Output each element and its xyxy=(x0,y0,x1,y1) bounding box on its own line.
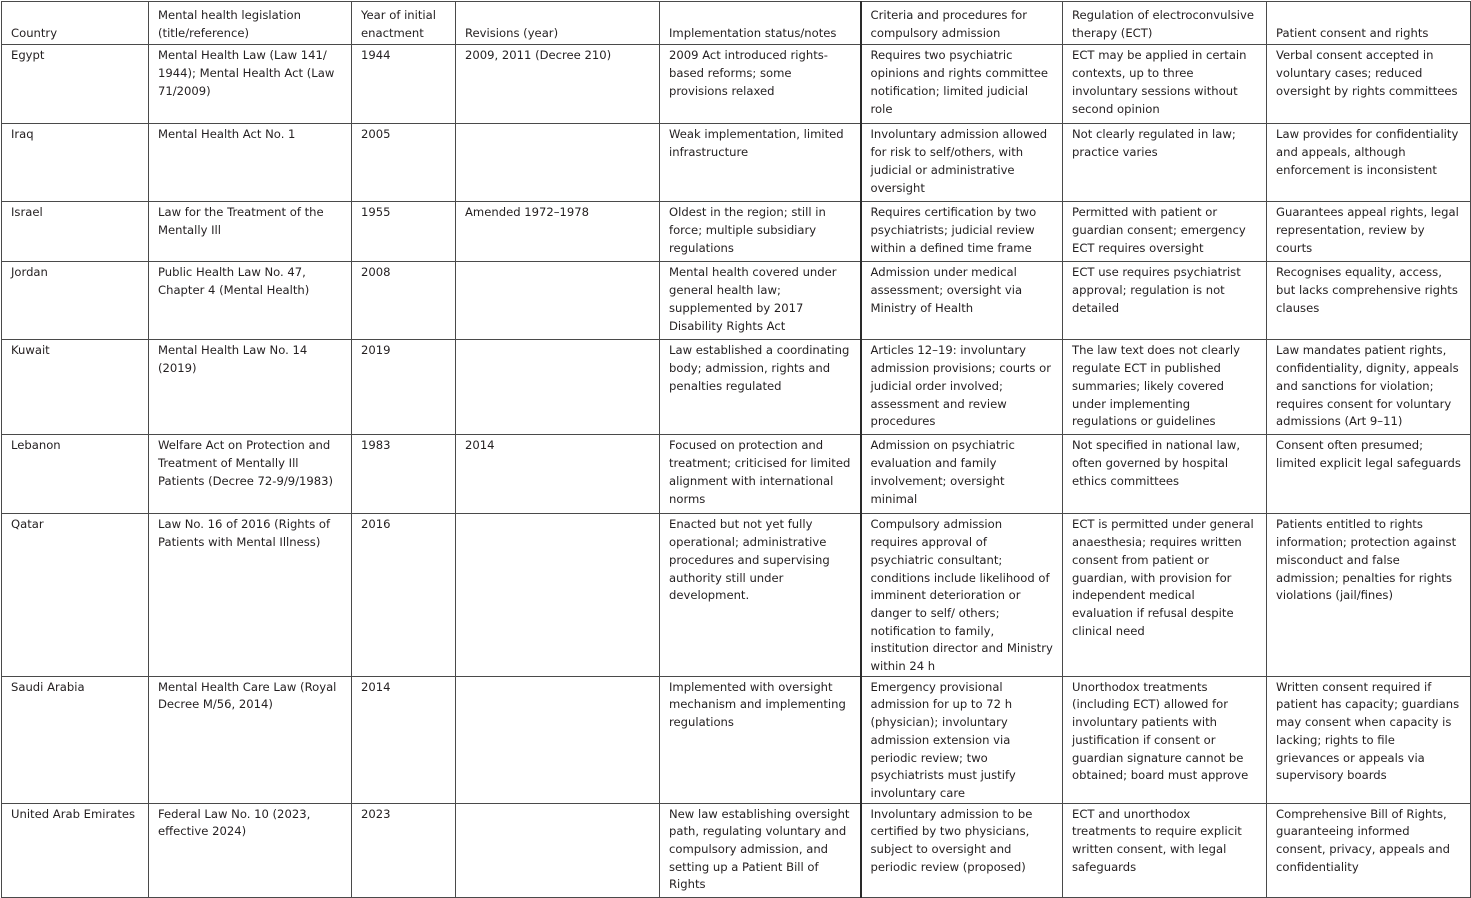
cell-compulsory-admission: Involuntary admission to be certified by two physicians, subject to oversight and periodic review (proposed) xyxy=(861,803,1063,897)
table-body xyxy=(2,45,1471,897)
header-consent: Patient consent and rights xyxy=(1267,2,1471,45)
cell-implementation: Focused on protection and treatment; criticised for limited alignment with international norms xyxy=(660,435,861,514)
cell-implementation: 2009 Act introduced rights-based reforms; some provisions relaxed xyxy=(660,45,861,124)
cell-country: Saudi Arabia xyxy=(2,676,149,803)
cell-compulsory-admission: Admission on psychiatric evaluation and family involvement; oversight minimal xyxy=(861,435,1063,514)
cell-legislation: Welfare Act on Protection and Treatment of Mentally Ill Patients (Decree 72-9/9/1983) xyxy=(149,435,352,514)
table-header xyxy=(2,2,1471,45)
cell-country: Qatar xyxy=(2,514,149,676)
table-row xyxy=(2,340,1471,435)
table-row xyxy=(2,124,1471,202)
cell-revisions xyxy=(456,676,660,803)
cell-revisions: Amended 1972–1978 xyxy=(456,202,660,262)
cell-consent: Law provides for confidentiality and appeals, although enforcement is inconsistent xyxy=(1267,124,1471,202)
cell-ect: ECT and unorthodox treatments to require explicit written consent, with legal safeguards xyxy=(1063,803,1267,897)
cell-compulsory-admission: Emergency provisional admission for up to 72 h (physician); involuntary admission extension via periodic review; two psychiatrists must justify involuntary care xyxy=(861,676,1063,803)
cell-revisions: 2014 xyxy=(456,435,660,514)
cell-implementation: New law establishing oversight path, regulating voluntary and compulsory admission, and setting up a Patient Bill of Rights xyxy=(660,803,861,897)
cell-year: 2019 xyxy=(352,340,456,435)
cell-ect: Permitted with patient or guardian consent; emergency ECT requires oversight xyxy=(1063,202,1267,262)
cell-ect: ECT is permitted under general anaesthesia; requires written consent from patient or guardian, with provision for independent medical evaluation if refusal despite clinical need xyxy=(1063,514,1267,676)
cell-ect: Not specified in national law, often governed by hospital ethics committees xyxy=(1063,435,1267,514)
cell-country: Jordan xyxy=(2,262,149,340)
cell-consent: Recognises equality, access, but lacks comprehensive rights clauses xyxy=(1267,262,1471,340)
cell-compulsory-admission: Compulsory admission requires approval of psychiatric consultant; conditions include likelihood of imminent deterioration or danger to self/ others; notification to family, institution director and Ministry within 24 h xyxy=(861,514,1063,676)
cell-year: 2016 xyxy=(352,514,456,676)
cell-legislation: Mental Health Care Law (Royal Decree M/56, 2014) xyxy=(149,676,352,803)
cell-compulsory-admission: Requires certification by two psychiatrists; judicial review within a defined time frame xyxy=(861,202,1063,262)
cell-consent: Consent often presumed; limited explicit legal safeguards xyxy=(1267,435,1471,514)
cell-ect: Unorthodox treatments (including ECT) allowed for involuntary patients with justification if consent or guardian signature cannot be obtained; board must approve xyxy=(1063,676,1267,803)
cell-implementation: Oldest in the region; still in force; multiple subsidiary regulations xyxy=(660,202,861,262)
table-row xyxy=(2,676,1471,803)
cell-ect: Not clearly regulated in law; practice varies xyxy=(1063,124,1267,202)
cell-revisions xyxy=(456,340,660,435)
cell-country: Israel xyxy=(2,202,149,262)
cell-implementation: Law established a coordinating body; admission, rights and penalties regulated xyxy=(660,340,861,435)
header-legislation: Mental health legislation (title/reference) xyxy=(149,2,352,45)
cell-compulsory-admission: Requires two psychiatric opinions and rights committee notification; limited judicial role xyxy=(861,45,1063,124)
header-compulsory-admission: Criteria and procedures for compulsory admission xyxy=(861,2,1063,45)
cell-implementation: Mental health covered under general health law; supplemented by 2017 Disability Rights Act xyxy=(660,262,861,340)
cell-country: Iraq xyxy=(2,124,149,202)
cell-legislation: Public Health Law No. 47, Chapter 4 (Mental Health) xyxy=(149,262,352,340)
table-row xyxy=(2,803,1471,897)
cell-legislation: Mental Health Law No. 14 (2019) xyxy=(149,340,352,435)
cell-consent: Law mandates patient rights, confidentiality, dignity, appeals and sanctions for violation; requires consent for voluntary admissions (Art 9–11) xyxy=(1267,340,1471,435)
header-implementation: Implementation status/notes xyxy=(660,2,861,45)
cell-country: United Arab Emirates xyxy=(2,803,149,897)
cell-implementation: Implemented with oversight mechanism and implementing regulations xyxy=(660,676,861,803)
cell-consent: Guarantees appeal rights, legal representation, review by courts xyxy=(1267,202,1471,262)
cell-revisions xyxy=(456,803,660,897)
header-year: Year of initial enactment xyxy=(352,2,456,45)
cell-implementation: Weak implementation, limited infrastructure xyxy=(660,124,861,202)
table-row xyxy=(2,514,1471,676)
cell-year: 1983 xyxy=(352,435,456,514)
cell-compulsory-admission: Involuntary admission allowed for risk to self/others, with judicial or administrative oversight xyxy=(861,124,1063,202)
table-row xyxy=(2,45,1471,124)
cell-ect: The law text does not clearly regulate ECT in published summaries; likely covered under implementing regulations or guidelines xyxy=(1063,340,1267,435)
cell-revisions: 2009, 2011 (Decree 210) xyxy=(456,45,660,124)
cell-ect: ECT may be applied in certain contexts, up to three involuntary sessions without second opinion xyxy=(1063,45,1267,124)
cell-legislation: Law No. 16 of 2016 (Rights of Patients with Mental Illness) xyxy=(149,514,352,676)
cell-consent: Comprehensive Bill of Rights, guaranteeing informed consent, privacy, appeals and confidentiality xyxy=(1267,803,1471,897)
cell-compulsory-admission: Articles 12–19: involuntary admission provisions; courts or judicial order involved; assessment and review procedures xyxy=(861,340,1063,435)
legislation-table xyxy=(1,1,1471,898)
header-ect: Regulation of electroconvulsive therapy (ECT) xyxy=(1063,2,1267,45)
cell-revisions xyxy=(456,514,660,676)
cell-year: 1955 xyxy=(352,202,456,262)
cell-revisions xyxy=(456,262,660,340)
cell-year: 1944 xyxy=(352,45,456,124)
cell-compulsory-admission: Admission under medical assessment; oversight via Ministry of Health xyxy=(861,262,1063,340)
cell-legislation: Federal Law No. 10 (2023, effective 2024) xyxy=(149,803,352,897)
cell-year: 2023 xyxy=(352,803,456,897)
cell-implementation: Enacted but not yet fully operational; administrative procedures and supervising authority still under development. xyxy=(660,514,861,676)
cell-revisions xyxy=(456,124,660,202)
cell-legislation: Mental Health Act No. 1 xyxy=(149,124,352,202)
cell-consent: Patients entitled to rights information; protection against misconduct and false admission; penalties for rights violations (jail/fines) xyxy=(1267,514,1471,676)
cell-country: Kuwait xyxy=(2,340,149,435)
cell-year: 2008 xyxy=(352,262,456,340)
cell-ect: ECT use requires psychiatrist approval; regulation is not detailed xyxy=(1063,262,1267,340)
cell-legislation: Law for the Treatment of the Mentally Ill xyxy=(149,202,352,262)
cell-consent: Verbal consent accepted in voluntary cases; reduced oversight by rights committees xyxy=(1267,45,1471,124)
cell-legislation: Mental Health Law (Law 141/ 1944); Mental Health Act (Law 71/2009) xyxy=(149,45,352,124)
cell-year: 2005 xyxy=(352,124,456,202)
header-row xyxy=(2,2,1471,45)
cell-consent: Written consent required if patient has capacity; guardians may consent when capacity is lacking; rights to file grievances or appeals via supervisory boards xyxy=(1267,676,1471,803)
cell-country: Lebanon xyxy=(2,435,149,514)
header-country: Country xyxy=(2,2,149,45)
cell-country: Egypt xyxy=(2,45,149,124)
table-row xyxy=(2,202,1471,262)
table-row xyxy=(2,435,1471,514)
table-row xyxy=(2,262,1471,340)
header-revisions: Revisions (year) xyxy=(456,2,660,45)
cell-year: 2014 xyxy=(352,676,456,803)
